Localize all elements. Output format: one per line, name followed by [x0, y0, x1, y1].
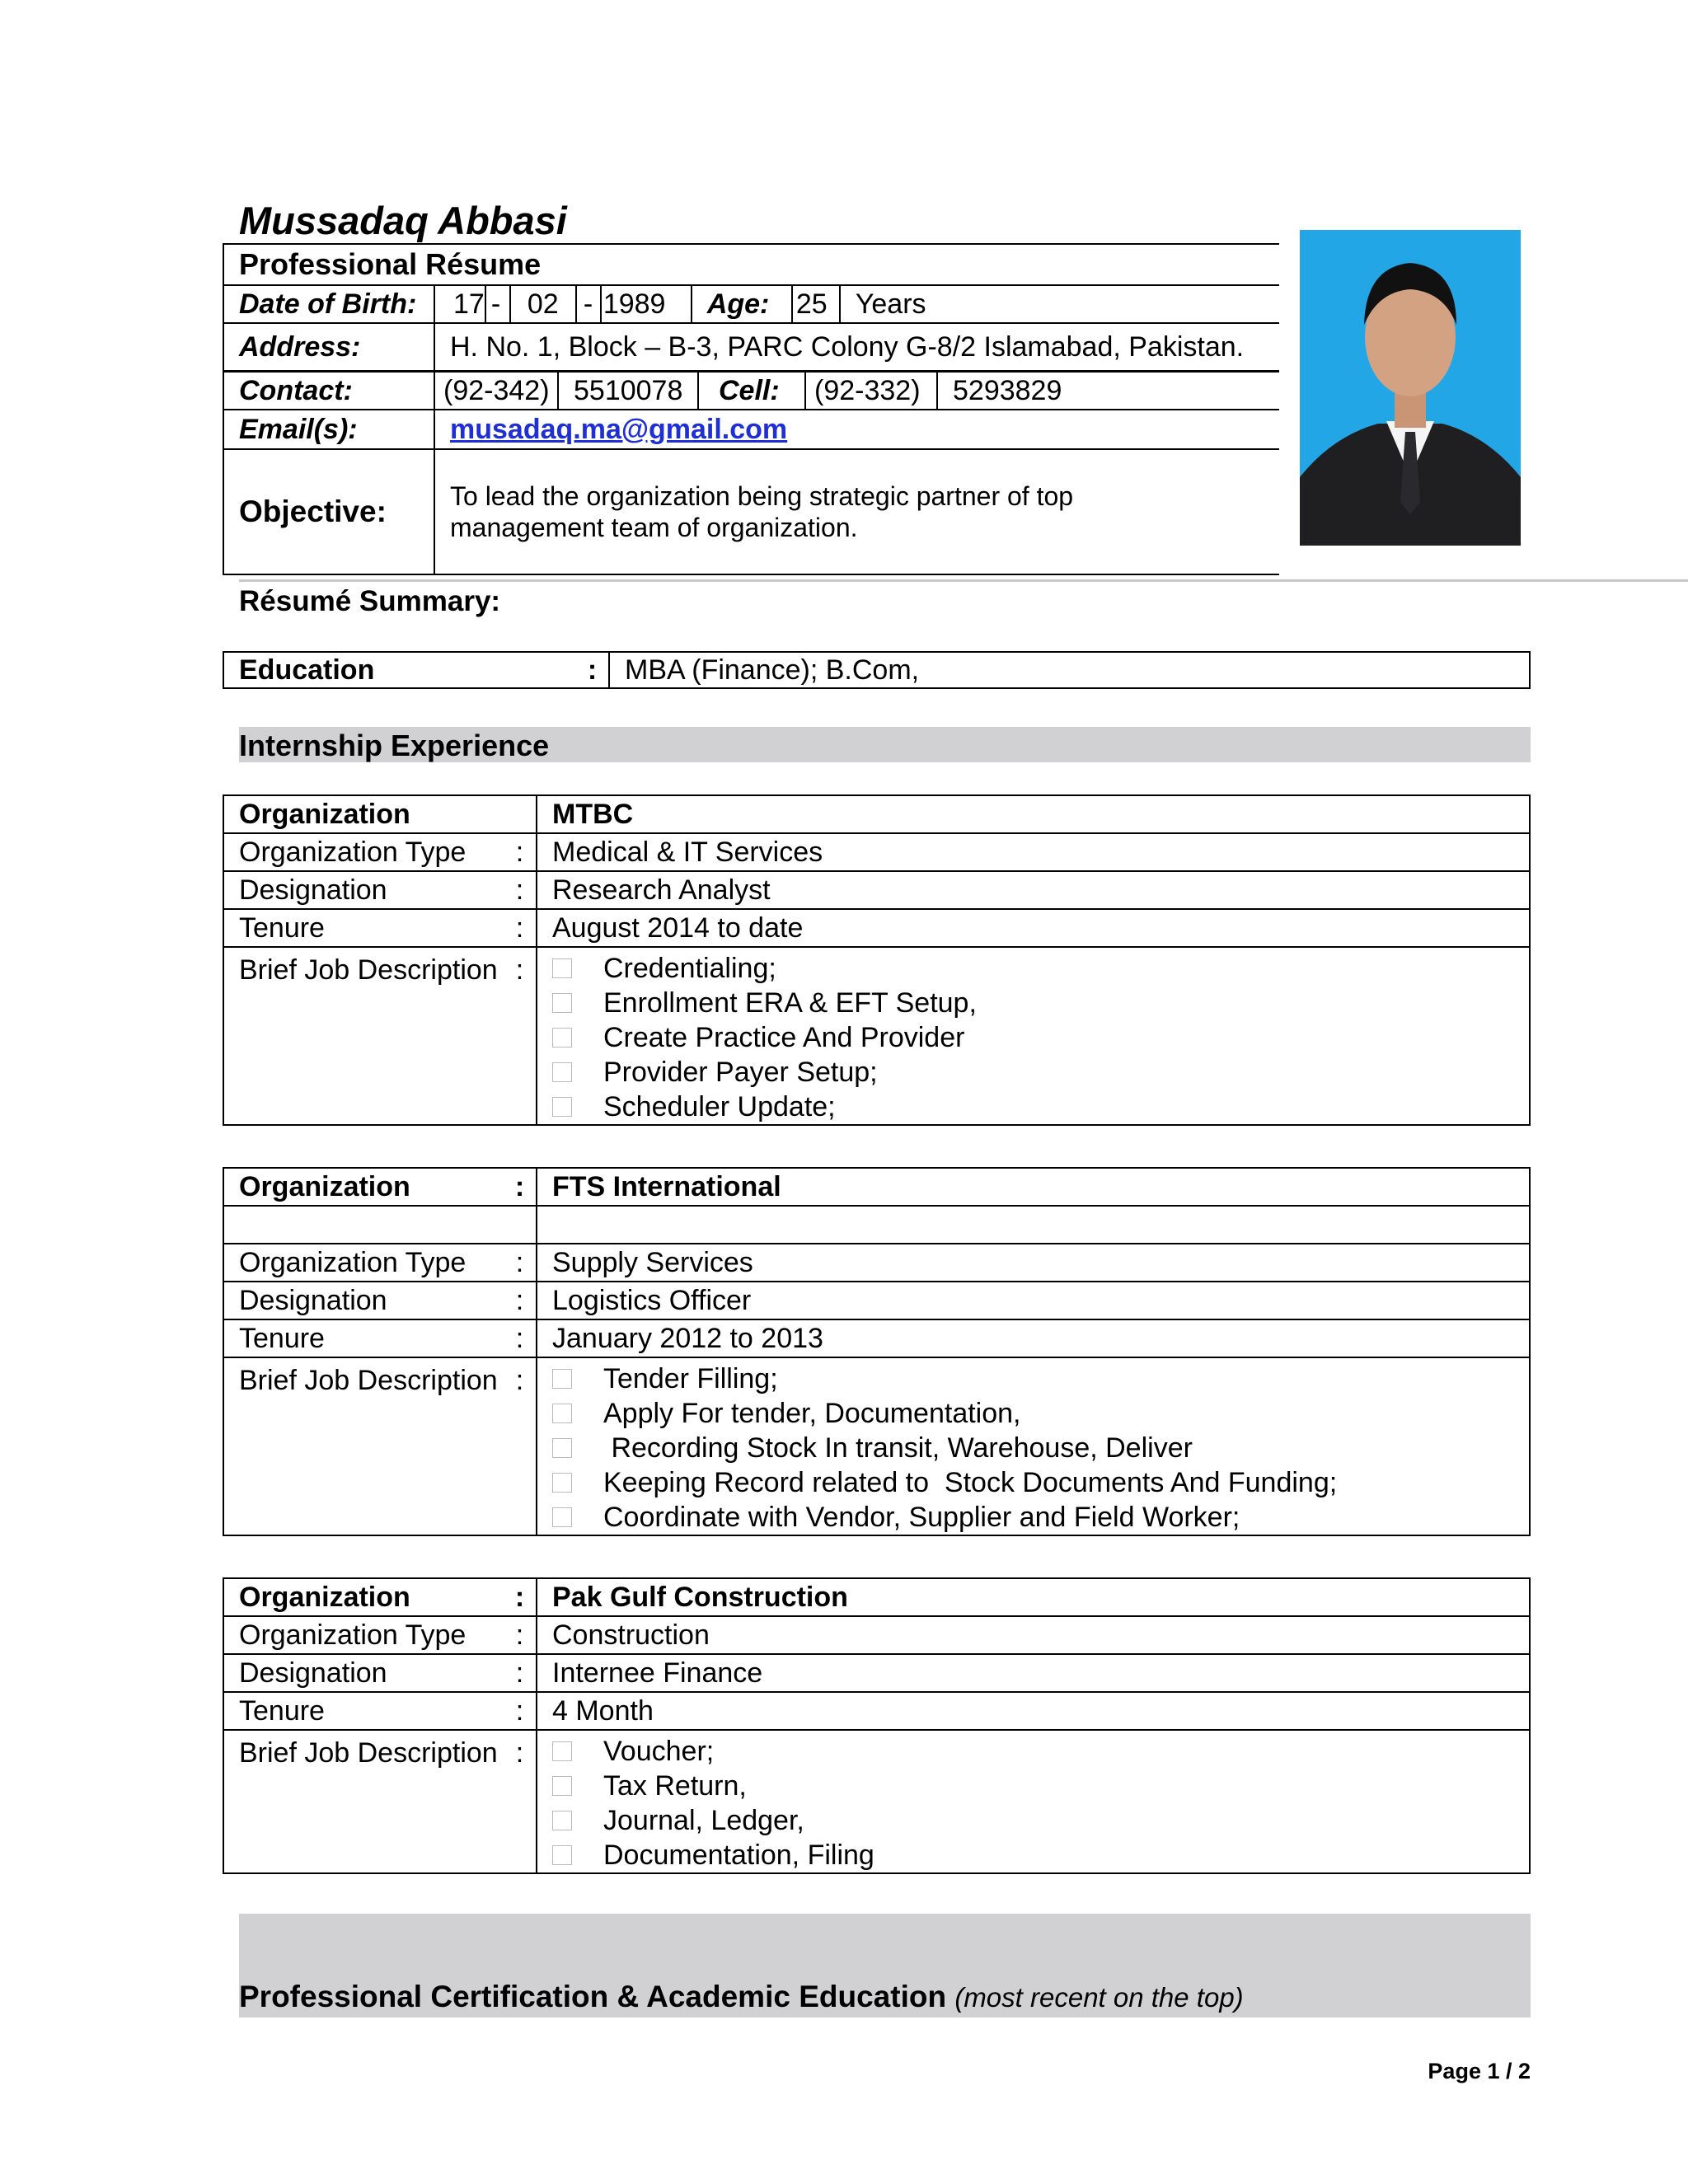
objective-line: To lead the organization being strategic partner of top — [450, 481, 1074, 511]
duty-item: Tender Filling; — [552, 1361, 1529, 1396]
internship-heading-bar — [239, 727, 1531, 762]
tenure-value: 4 Month — [537, 1692, 1530, 1730]
checkbox-icon — [552, 958, 572, 978]
org-type-value: Construction — [537, 1616, 1530, 1654]
row-separator: : — [504, 1616, 537, 1654]
certification-heading-row — [239, 1977, 1244, 2018]
duty-item: Tax Return, — [552, 1769, 1529, 1803]
contact-table — [223, 371, 1279, 575]
duties-list — [537, 947, 1530, 1125]
duty-item: Recording Stock In transit, Warehouse, Deliver — [552, 1431, 1529, 1465]
row-separator: : — [504, 1282, 537, 1319]
checkbox-icon — [552, 1438, 572, 1458]
resume-title: Professional Résume — [223, 244, 1279, 285]
checkbox-icon — [552, 1404, 572, 1423]
dob-year: 1989 — [601, 285, 692, 323]
checkbox-icon — [552, 1776, 572, 1796]
duty-item: Create Practice And Provider — [552, 1020, 1529, 1055]
org-separator: : — [504, 1168, 537, 1206]
empty-cell — [537, 1206, 1530, 1244]
duty-item: Provider Payer Setup; — [552, 1055, 1529, 1090]
dob-separator: - — [485, 285, 510, 323]
duties-list — [537, 1730, 1530, 1873]
duties-list — [537, 1357, 1530, 1535]
tenure-value: August 2014 to date — [537, 909, 1530, 947]
contact-code: (92-342) — [434, 372, 558, 410]
tenure-label: Tenure — [223, 909, 504, 947]
row-separator: : — [504, 1357, 537, 1535]
org-type-label: Organization Type — [223, 1244, 504, 1282]
org-value: FTS International — [537, 1168, 1530, 1206]
empty-cell — [504, 1206, 537, 1244]
duty-item: Scheduler Update; — [552, 1090, 1529, 1124]
checkbox-icon — [552, 1062, 572, 1082]
education-value: MBA (Finance); B.Com, — [609, 652, 1530, 688]
org-label: Organization — [223, 1168, 504, 1206]
checkbox-icon — [552, 1811, 572, 1830]
duty-item: Coordinate with Vendor, Supplier and Field Worker; — [552, 1500, 1529, 1535]
duty-item: Documentation, Filing — [552, 1838, 1529, 1872]
row-separator: : — [504, 909, 537, 947]
objective-line: management team of organization. — [450, 513, 858, 542]
section-divider — [239, 579, 1688, 582]
checkbox-icon — [552, 1845, 572, 1865]
row-separator: : — [504, 1730, 537, 1873]
education-label: Education — [223, 652, 576, 688]
summary-heading: Résumé Summary: — [239, 585, 501, 617]
certification-note: (most recent on the top) — [954, 1982, 1244, 2013]
designation-label: Designation — [223, 871, 504, 909]
education-separator: : — [576, 652, 609, 688]
duty-item: Voucher; — [552, 1734, 1529, 1769]
duty-item: Credentialing; — [552, 951, 1529, 986]
org-value: MTBC — [537, 795, 1530, 833]
address-label: Address: — [223, 323, 434, 371]
dob-day: 17 — [434, 285, 485, 323]
job-table-fts — [223, 1167, 1531, 1536]
certification-heading: Professional Certification & Academic Education — [239, 1980, 947, 2013]
tenure-label: Tenure — [223, 1692, 504, 1730]
dob-label: Date of Birth: — [223, 285, 434, 323]
age-label: Age: — [692, 285, 792, 323]
row-separator: : — [504, 1654, 537, 1692]
tenure-label: Tenure — [223, 1319, 504, 1357]
org-type-value: Supply Services — [537, 1244, 1530, 1282]
duty-item: Journal, Ledger, — [552, 1803, 1529, 1838]
age-value: 25 — [792, 285, 840, 323]
row-separator: : — [504, 947, 537, 1125]
email-label: Email(s): — [223, 410, 434, 449]
checkbox-icon — [552, 1369, 572, 1389]
description-label: Brief Job Description — [223, 947, 504, 1125]
checkbox-icon — [552, 1507, 572, 1527]
cell-code: (92-332) — [805, 372, 937, 410]
age-unit: Years — [840, 285, 1279, 323]
certification-heading-bar — [239, 1914, 1531, 2018]
org-separator: : — [504, 1578, 537, 1616]
row-separator: : — [504, 833, 537, 871]
duty-item: Enrollment ERA & EFT Setup, — [552, 986, 1529, 1020]
contact-number: 5510078 — [558, 372, 698, 410]
education-table — [223, 651, 1531, 689]
org-label: Organization — [223, 795, 504, 833]
row-separator: : — [504, 871, 537, 909]
duty-item: Apply For tender, Documentation, — [552, 1396, 1529, 1431]
checkbox-icon — [552, 1097, 572, 1117]
row-separator: : — [504, 1244, 537, 1282]
duty-item: Keeping Record related to Stock Documents And Funding; — [552, 1465, 1529, 1500]
dob-month: 02 — [510, 285, 576, 323]
cell-number: 5293829 — [937, 372, 1279, 410]
description-label: Brief Job Description — [223, 1357, 504, 1535]
page-number: Page 1 / 2 — [1428, 2059, 1531, 2083]
designation-value: Logistics Officer — [537, 1282, 1530, 1319]
row-separator: : — [504, 1319, 537, 1357]
profile-photo — [1300, 230, 1521, 546]
org-separator — [504, 795, 537, 833]
objective-label: Objective: — [223, 449, 434, 574]
org-type-value: Medical & IT Services — [537, 833, 1530, 871]
job-table-pak-gulf — [223, 1577, 1531, 1874]
personal-info-table — [223, 243, 1279, 372]
candidate-name: Mussadaq Abbasi — [239, 199, 567, 242]
org-value: Pak Gulf Construction — [537, 1578, 1530, 1616]
address-value: H. No. 1, Block – B-3, PARC Colony G-8/2 Islamabad, Pakistan. — [434, 323, 1279, 371]
row-separator: : — [504, 1692, 537, 1730]
org-label: Organization — [223, 1578, 504, 1616]
checkbox-icon — [552, 1028, 572, 1047]
tenure-value: January 2012 to 2013 — [537, 1319, 1530, 1357]
cell-label: Cell: — [698, 372, 805, 410]
description-label: Brief Job Description — [223, 1730, 504, 1873]
job-table-mtbc — [223, 794, 1531, 1126]
designation-label: Designation — [223, 1654, 504, 1692]
objective-text — [434, 449, 1279, 574]
org-type-label: Organization Type — [223, 1616, 504, 1654]
org-type-label: Organization Type — [223, 833, 504, 871]
email-link[interactable]: musadaq.ma@gmail.com — [450, 413, 788, 445]
empty-cell — [223, 1206, 504, 1244]
dob-separator: - — [576, 285, 601, 323]
checkbox-icon — [552, 1741, 572, 1761]
contact-label: Contact: — [223, 372, 434, 410]
checkbox-icon — [552, 1473, 572, 1493]
internship-heading: Internship Experience — [239, 729, 550, 762]
designation-value: Research Analyst — [537, 871, 1530, 909]
checkbox-icon — [552, 993, 572, 1013]
person-silhouette-icon — [1300, 230, 1521, 546]
designation-value: Internee Finance — [537, 1654, 1530, 1692]
designation-label: Designation — [223, 1282, 504, 1319]
